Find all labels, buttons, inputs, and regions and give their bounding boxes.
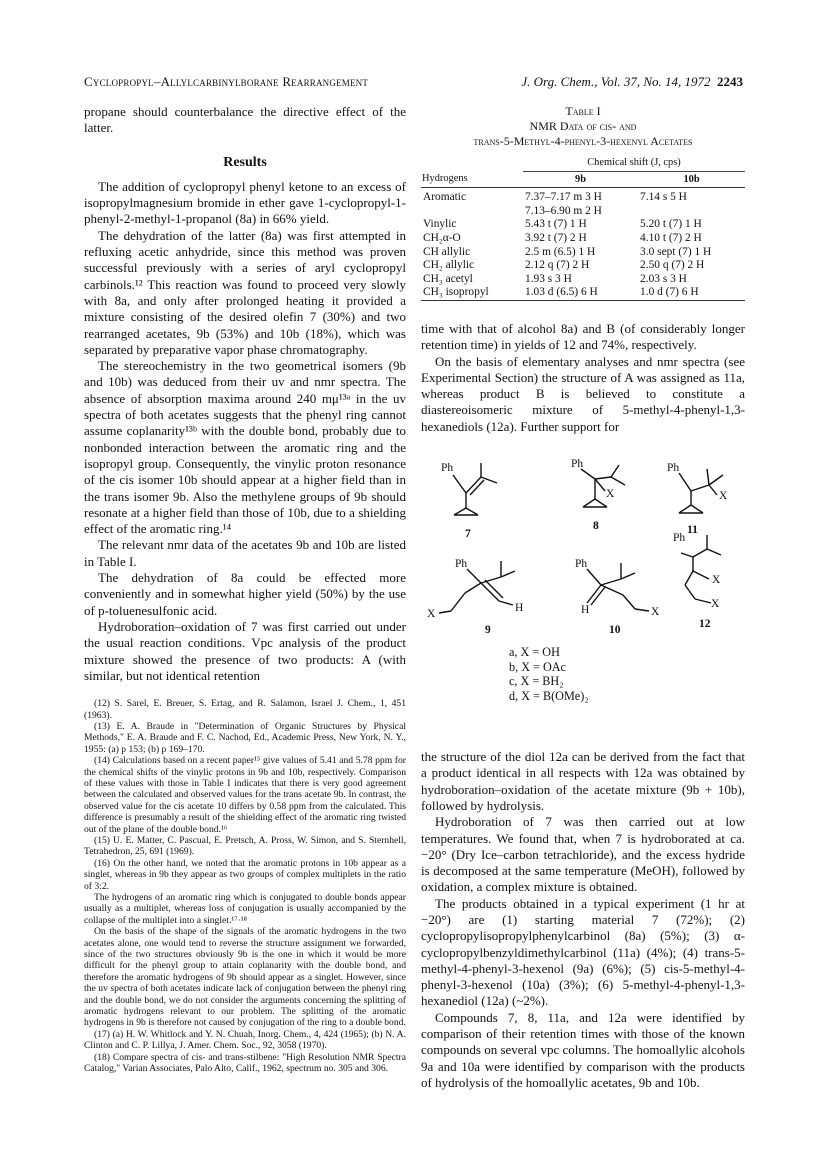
ph-label: Ph (667, 462, 680, 475)
table-cell: 5.20 t (7) 1 H (640, 218, 702, 231)
nmr-table (421, 155, 745, 303)
table-cell: 4.10 t (7) 2 H (640, 231, 702, 244)
ph-label: Ph (673, 532, 686, 545)
table-caption (421, 104, 745, 149)
footnote: (12) S. Sarel, E. Breuer, S. Ertag, and R. Salamon, Israel J. Chem., 1, 451 (1963). (84, 698, 406, 721)
table-cell: 2.12 q (7) 2 H (525, 259, 590, 272)
left-column (84, 104, 406, 1075)
footnote: On the basis of the shape of the signals of the aromatic hydrogens in the two acetates alone, one would tend to reverse the structure assignment we forwarded, since of the two structures obviously 9b is the one in which it would be more difficult for the phenyl group to attain coplanarity with the double bond, and therefore the aromatic hydrogens of 9b should appear as a singlet. However, since the uv spectra of both acetates indicate lack of conjugation between the phenyl ring and the double bond, we do not consider the arguments concerning the splitting of aromatic hydrogens relevant to our problem. The splitting of the aromatic hydrogens in 9b is therefore not caused by conjugation of the ring to a double bond. (84, 926, 406, 1029)
table-row (421, 286, 745, 300)
compound-number: 12 (699, 618, 711, 631)
paragraph: Hydroboration–oxidation of 7 was first carried out under the usual reaction conditions. Vpc analysis of the product mixture showed the presence of two products: A (with similar, but not identical retention (84, 618, 406, 683)
table-cell: 1.03 d (6.5) 6 H (525, 286, 598, 299)
paragraph: The dehydration of 8a could be effected more conveniently and in somewhat higher yield (50%) by the use of p-toluenesulfonic acid. (84, 570, 406, 618)
intro-paragraph: propane should counterbalance the directive effect of the latter. (84, 104, 406, 136)
table-cell: 5.43 t (7) 1 H (525, 218, 587, 231)
paragraph: the structure of the diol 12a can be derived from the fact that a product identical in all respects with 12a was obtained by hydroboration–oxidation of the acetate mixture (9b + 10b), followed by hydrolysis. (421, 749, 745, 813)
running-title: Cyclopropyl–Allylcarbinylborane Rearrangement (84, 74, 369, 89)
footnote: (15) U. E. Matter, C. Pascual, E. Pretsch, A. Pross, W. Simon, and S. Sternhell, Tetrahedron, 25, 691 (1969). (84, 834, 406, 858)
table-cell: 1.93 s 3 H (525, 272, 572, 285)
right-column (421, 104, 745, 1091)
x-label: X (651, 606, 660, 619)
table-cell: 7.37–7.17 m 3 H (525, 191, 602, 204)
table-cell: CH allylic (423, 245, 471, 258)
paragraph: The products obtained in a typical experiment (1 hr at −20°) are (1) starting material 7 (72%); (2) cyclopropylisopropylphenylcarbinol (8a) (5%); (3) α-cyclopropylbenzyldimethylcarbinol (11a) (4%); (4) trans-5-methyl-4-phenyl-3-hexenol (9a) (6%); (5) cis-5-methyl-4-phenyl-3-hexenol (10a) (3%); (6) 5-methyl-4-phenyl-1,3-hexanediol (12a) (~2%). (421, 895, 745, 1009)
table-cell: 2.03 s 3 H (640, 272, 687, 285)
footnote: (17) (a) H. W. Whitlock and Y. N. Chuah, Inorg. Chem., 4, 424 (1965); (b) N. A. Clinton and C. P. Lillya, J. Amer. Chem. Soc., 92, 3058 (1970). (84, 1028, 406, 1052)
paragraph: Hydroboration of 7 was then carried out at low temperatures. We found that, when 7 is hydroborated at ca. −20° (Dry Ice–carbon tetrachloride), and the excess hydride is decomposed at the same temperature (MeOH), followed by oxidation, a complex mixture is obtained. (421, 814, 745, 895)
x-label: X (606, 488, 615, 501)
table-row (421, 218, 745, 232)
section-heading: Results (223, 154, 267, 170)
paragraph: The stereochemistry in the two geometrical isomers (9b and 10b) was deduced from their uv and nmr spectra. The absence of absorption maxima around 240 mμ¹³ᵃ in the uv spectra of both acetates suggests that the phenyl ring cannot assume coplanarity¹³ᵇ with the double bond, probably due to nonbonded interaction between the aromatic ring and the isopropyl group. Consequently, the vinylic proton resonance of the cis isomer 10b should appear at a higher field than in the trans isomer 9b. Also the methylene groups of 9b should resonate at a higher field than those of 10b, due to a shielding effect of the aromatic ring.¹⁴ (84, 358, 406, 537)
column-header: Hydrogens (422, 173, 468, 185)
footnotes (84, 698, 406, 1074)
table-cell: 3.92 t (7) 2 H (525, 231, 587, 244)
ph-label: Ph (575, 558, 588, 571)
table-header-row (421, 155, 745, 171)
legend-item: a, X = OH (509, 645, 560, 660)
column-header: Chemical shift (J, cps) (523, 155, 745, 171)
table-row (421, 191, 745, 205)
paragraph: On the basis of elementary analyses and nmr spectra (see Experimental Section) the structure of A was assigned as 11a, whereas product B is believed to constitute a diastereoisomeric mixture of 5-methyl-4-phenyl-1,3-hexanediols (12a). Further support for (421, 353, 745, 434)
table-label: Table I (565, 104, 601, 118)
column-header (421, 155, 523, 171)
table-cell: Vinylic (423, 218, 457, 231)
table-title: trans-5-Methyl-4-phenyl-3-hexenyl Acetates (473, 134, 693, 148)
table-cell: 1.0 d (7) 6 H (640, 286, 699, 299)
footnote: (16) On the other hand, we noted that the aromatic protons in 10b appear as a singlet, whereas in 9b they appear as two groups of complex multiplets in the ratio of 3:2. (84, 857, 406, 892)
ph-label: Ph (441, 462, 454, 475)
compound-number: 9 (485, 624, 491, 637)
table-cell (421, 205, 523, 219)
compound-12 (681, 535, 721, 603)
table-cell: CH₃ acetyl (423, 272, 473, 285)
paragraph: time with that of alcohol 8a) and B (of considerably longer retention time) in yields of 12 and 74%, respectively. (421, 320, 745, 353)
footnote: (13) E. A. Braude in "Determination of Organic Structures by Physical Methods," E. A. Braude and F. C. Nachod, Ed., Academic Press, New York, N. Y., 1955: (a) p 153; (b) p 169–170. (84, 720, 406, 755)
legend-item: b, X = OAc (509, 659, 566, 674)
table-row (421, 246, 745, 260)
compound-number: 8 (593, 520, 599, 533)
page-number: 2243 (717, 74, 743, 89)
table-cell: 7.13–6.90 m 2 H (525, 204, 602, 217)
x-label: X (719, 490, 728, 503)
compound-number: 10 (609, 624, 621, 637)
compound-11 (679, 469, 723, 513)
legend-item: c, X = BH₂ (509, 674, 564, 689)
journal-citation (521, 74, 743, 90)
journal-name: J. Org. Chem., (521, 74, 598, 89)
x-label: X (711, 598, 720, 611)
table-cell: 2.5 m (6.5) 1 H (525, 245, 596, 258)
ph-label: Ph (455, 558, 468, 571)
x-label: X (427, 608, 436, 621)
h-label: H (515, 602, 524, 615)
table-cell: Aromatic (423, 191, 467, 204)
table-row (421, 273, 745, 287)
table-title: NMR Data of cis- and (529, 119, 637, 133)
x-label: X (712, 574, 721, 587)
table-cell: CH₂ allylic (423, 259, 475, 272)
table-cell (638, 205, 745, 219)
table-header-row (421, 171, 745, 188)
paragraph: The addition of cyclopropyl phenyl ketone to an excess of isopropylmagnesium bromide in ether gave 1-cyclopropyl-1-phenyl-2-methyl-1-propanol (8a) in 66% yield. (84, 178, 406, 227)
table-cell: 2.50 q (7) 2 H (640, 259, 705, 272)
table-row (421, 232, 745, 246)
table-cell: CH₃ isopropyl (423, 286, 489, 299)
paragraph: Compounds 7, 8, 11a, and 12a were identified by comparison of their retention times with those of the known compounds on several vpc columns. The homoallylic alcohols 9a and 10a were identified by comparison with the products of hydrolysis of the homoallylic acetates, 9b and 10b. (421, 1009, 745, 1090)
h-label: H (581, 604, 590, 617)
column-header: 10b (683, 173, 700, 185)
ph-label: Ph (571, 458, 584, 471)
compound-number: 11 (687, 524, 698, 537)
table-cell: 7.14 s 5 H (640, 191, 687, 204)
footnote: (14) Calculations based on a recent paper¹⁵ give values of 5.41 and 5.78 ppm for the chemical shifts of the vinylic protons in 9b and 10b, respectively. Comparison of these values with those in Table I indicates that there is very good agreement between the calculated and observed values for the trans acetate 9b. In contrast, the observed value for the cis acetate 10 differs by 0.58 ppm from the calculated. This difference is presumably a result of the shielding effect of the aromatic ring twisted out of the plane of the double bond.¹⁶ (84, 755, 406, 835)
compound-7 (453, 463, 497, 515)
column-header: 9b (575, 173, 587, 185)
paragraph: The relevant nmr data of the acetates 9b and 10b are listed in Table I. (84, 537, 406, 569)
compound-number: 7 (465, 528, 471, 541)
table-cell: CH₂α-O (423, 231, 461, 244)
paragraph: The dehydration of the latter (8a) was first attempted in refluxing acetic anhydride, since this method was proven successful previously with a series of aryl cyclopropyl carbinols.¹² This reaction was found to proceed very slowly with 8a, and only after prolonged heating it provided a mixture consisting of the desired olefin 7 (30%) and two rearranged acetates, 9b (53%) and 10b (18%), which was separated by preparative vapor phase chromatography. (84, 227, 406, 357)
compound-10 (587, 563, 649, 611)
table-row (421, 259, 745, 273)
table-cell: 3.0 sept (7) 1 H (640, 245, 712, 258)
page-header (84, 74, 743, 94)
table-row (421, 205, 745, 219)
legend-item: d, X = B(OMe)₂ (509, 688, 589, 703)
compound-8 (581, 465, 625, 507)
footnote: (18) Compare spectra of cis- and trans-stilbene: "High Resolution NMR Spectra Catalog," Varian Associates, Palo Alto, Calif., 1962, spectrum no. 305 and 306. (84, 1051, 406, 1075)
footnote: The hydrogens of an aromatic ring which is conjugated to double bonds appear usually as a multiplet, whereas loss of conjugation is usually accompanied by the collapse of the multiplet into a singlet.¹⁷·¹⁸ (84, 892, 406, 926)
compound-9 (439, 561, 515, 613)
chemical-structures-figure (421, 453, 745, 743)
journal-volume: Vol. 37, No. 14, 1972 (600, 74, 711, 89)
substituent-legend (509, 645, 589, 703)
